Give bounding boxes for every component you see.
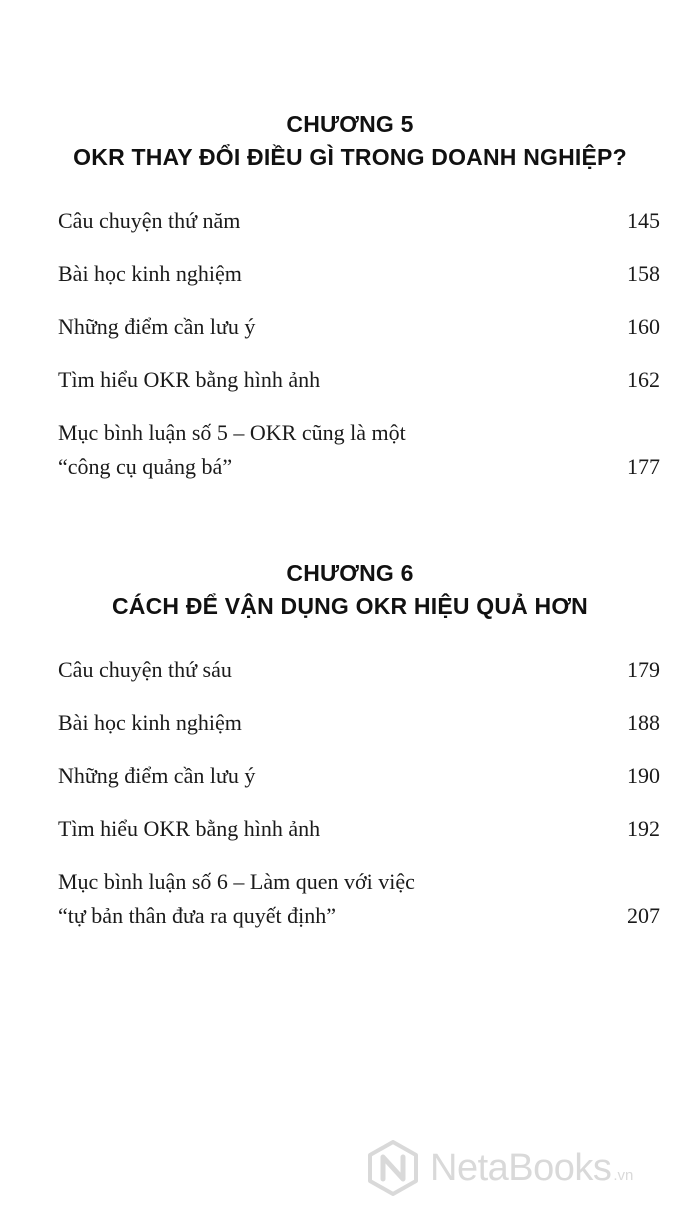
chapter-6-number: CHƯƠNG 6 [286,560,414,586]
toc-entry-label-line-2: “tự bản thân đưa ra quyết định” [58,903,336,928]
toc-entry-page: 177 [627,454,660,479]
toc-entry-label [58,419,660,481]
toc-entry-page: 190 [627,763,660,788]
toc-entry-label-line-1: Mục bình luận số 5 – OKR cũng là một [58,420,406,445]
toc-entry-label: Bài học kinh nghiệm [58,710,242,735]
toc-entry-page: 207 [627,903,660,928]
toc-entry-label: Những điểm cần lưu ý [58,763,256,788]
chapter-5-number: CHƯƠNG 5 [286,111,414,137]
toc-entry[interactable] [58,762,660,815]
chapter-6-title: CÁCH ĐỂ VẬN DỤNG OKR HIỆU QUẢ HƠN [111,593,588,619]
toc-entry-label: Câu chuyện thứ sáu [58,657,232,682]
toc-entry-label: Những điểm cần lưu ý [58,314,256,339]
chapter-5-toc-list [58,207,660,481]
toc-entry-page: 162 [627,367,660,392]
toc-entry-page: 160 [627,314,660,339]
toc-entry-page: 188 [627,710,660,735]
toc-entry-label: Câu chuyện thứ năm [58,208,241,233]
toc-entry[interactable] [58,419,660,481]
toc-entry[interactable] [58,260,660,313]
chapter-5-title: OKR THAY ĐỔI ĐIỀU GÌ TRONG DOANH NGHIỆP? [73,144,627,170]
chapter-6-heading [0,557,700,623]
toc-entry[interactable] [58,207,660,260]
toc-entry-page: 158 [627,261,660,286]
toc-entry-page: 179 [627,657,660,682]
netabooks-watermark [364,1136,633,1200]
toc-entry[interactable] [58,868,660,930]
chapter-6-toc-list [58,656,660,930]
toc-entry-label [58,868,660,930]
toc-entry[interactable] [58,366,660,419]
toc-entry-page: 145 [627,208,660,233]
toc-entry-label-line-1: Mục bình luận số 6 – Làm quen với việc [58,869,415,894]
toc-entry-label: Tìm hiểu OKR bằng hình ảnh [58,816,321,841]
toc-entry[interactable] [58,709,660,762]
netabooks-logo-icon [364,1139,422,1197]
watermark-tld: .vn [613,1166,634,1184]
toc-entry[interactable] [58,656,660,709]
toc-entry-label: Bài học kinh nghiệm [58,261,242,286]
toc-entry-label-line-2: “công cụ quảng bá” [58,454,233,479]
toc-entry-label: Tìm hiểu OKR bằng hình ảnh [58,367,321,392]
toc-entry[interactable] [58,313,660,366]
chapter-5-heading [0,108,700,174]
toc-entry-page: 192 [627,816,660,841]
watermark-brand: NetaBooks [430,1146,612,1189]
toc-entry[interactable] [58,815,660,868]
